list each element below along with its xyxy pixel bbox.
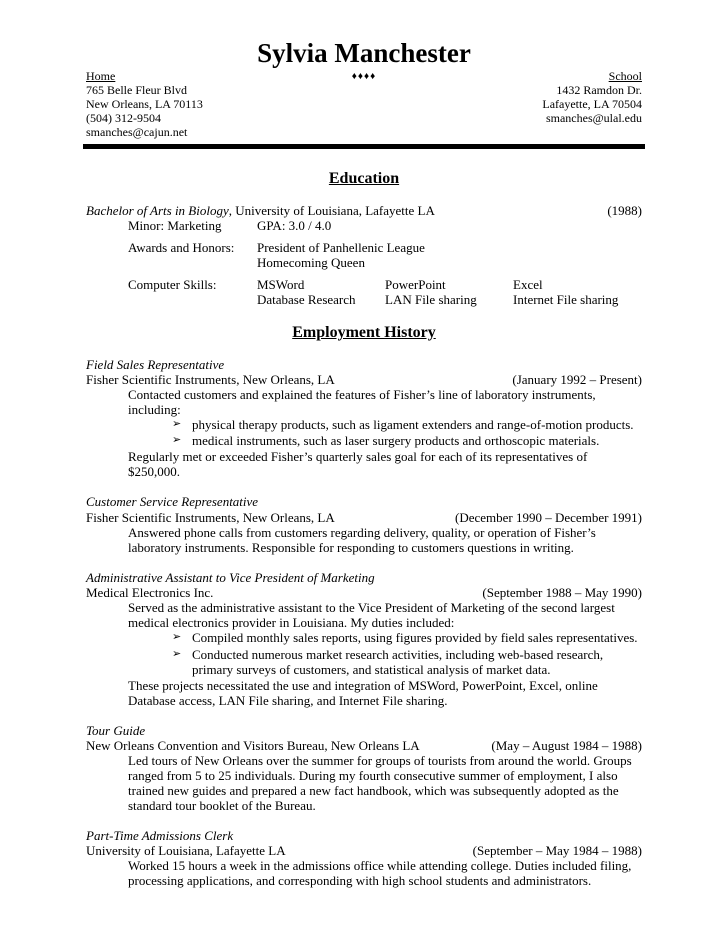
job-bullet-text: Conducted numerous market research activities, including web-based research, primary surveys of customers, and statistical analysis of market data. bbox=[192, 647, 604, 677]
award-item: Homecoming Queen bbox=[257, 255, 365, 270]
skill-item: LAN File sharing bbox=[385, 292, 477, 307]
job-bullet bbox=[172, 630, 642, 645]
job-bullet bbox=[172, 417, 642, 432]
home-street: 765 Belle Fleur Blvd bbox=[86, 83, 187, 97]
degree-line bbox=[86, 203, 435, 218]
job-role: Part-Time Admissions Clerk bbox=[86, 828, 234, 843]
school-city: Lafayette, LA 70504 bbox=[542, 97, 642, 111]
home-city: New Orleans, LA 70113 bbox=[86, 97, 203, 111]
job-dates: (January 1992 – Present) bbox=[512, 372, 642, 387]
job-bullet-text: physical therapy products, such as ligament extenders and range-of-motion products. bbox=[192, 417, 634, 432]
home-phone: (504) 312-9504 bbox=[86, 111, 161, 125]
job-dates: (May – August 1984 – 1988) bbox=[491, 738, 642, 753]
job-description: Answered phone calls from customers regarding delivery, quality, or operation of Fisher’s laboratory instruments. Responsible for responding to customers questions in writing. bbox=[128, 525, 596, 555]
job-role: Field Sales Representative bbox=[86, 357, 225, 372]
job-role: Administrative Assistant to Vice President of Marketing bbox=[86, 570, 375, 585]
school-contact bbox=[542, 69, 642, 125]
skill-item: Excel bbox=[513, 277, 543, 292]
applicant-name: Sylvia Manchester bbox=[257, 38, 471, 68]
job-employer: University of Louisiana, Lafayette LA bbox=[86, 843, 286, 858]
arrow-bullet-icon: ➢ bbox=[172, 631, 182, 643]
job-description: Worked 15 hours a week in the admissions office while attending college. Duties included filing, processing applications, and corresponding with high school students and administrators. bbox=[128, 858, 632, 888]
home-heading: Home bbox=[86, 69, 116, 83]
skill-item: MSWord bbox=[257, 277, 305, 292]
job-bullet-text: medical instruments, such as laser surgery products and orthoscopic materials. bbox=[192, 433, 600, 448]
job-role: Customer Service Representative bbox=[86, 494, 259, 509]
job-employer: Fisher Scientific Instruments, New Orleans, LA bbox=[86, 372, 335, 387]
job-description: Served as the administrative assistant to the Vice President of Marketing of the second largest medical electronics provider in Louisiana. My duties included: bbox=[128, 600, 615, 630]
job-description: These projects necessitated the use and integration of MSWord, PowerPoint, Excel, online Database access, LAN File sharing, and Internet File sharing. bbox=[128, 678, 598, 708]
arrow-bullet-icon: ➢ bbox=[172, 648, 182, 660]
job-description: Led tours of New Orleans over the summer for groups of tourists from around the world. Groups ranged from 5 to 25 individuals. During my fourth consecutive summer of employment, I also trained new guides and prepared a new fact handbook, which was subsequently adopted as the standard tour booklet of the Bureau. bbox=[128, 753, 632, 813]
header-divider bbox=[83, 144, 645, 149]
job-bullet-text: Compiled monthly sales reports, using figures provided by field sales representatives. bbox=[192, 630, 638, 645]
arrow-bullet-icon: ➢ bbox=[172, 434, 182, 446]
gpa: GPA: 3.0 / 4.0 bbox=[257, 218, 332, 233]
job-role: Tour Guide bbox=[86, 723, 146, 738]
skill-item: Internet File sharing bbox=[513, 292, 619, 307]
education-title: Education bbox=[328, 170, 400, 187]
job-employer: New Orleans Convention and Visitors Bureau, New Orleans LA bbox=[86, 738, 420, 753]
degree-institution: , University of Louisiana, Lafayette LA bbox=[228, 203, 435, 218]
job-description: Contacted customers and explained the features of Fisher’s line of laboratory instruments, including: bbox=[128, 387, 596, 417]
job-employer: Medical Electronics Inc. bbox=[86, 585, 214, 600]
school-email: smanches@ulal.edu bbox=[545, 111, 642, 125]
skills-label: Computer Skills: bbox=[128, 277, 217, 292]
arrow-bullet-icon: ➢ bbox=[172, 418, 182, 430]
award-item: President of Panhellenic League bbox=[257, 240, 425, 255]
home-email: smanches@cajun.net bbox=[86, 125, 188, 139]
skill-item: PowerPoint bbox=[385, 277, 446, 292]
school-heading: School bbox=[608, 69, 642, 83]
job-description: Regularly met or exceeded Fisher’s quarterly sales goal for each of its representatives of $250,000. bbox=[128, 449, 588, 479]
degree-year: (1988) bbox=[607, 203, 642, 218]
awards-label: Awards and Honors: bbox=[128, 240, 235, 255]
job-dates: (September – May 1984 – 1988) bbox=[472, 843, 642, 858]
job-dates: (December 1990 – December 1991) bbox=[455, 510, 642, 525]
job-dates: (September 1988 – May 1990) bbox=[482, 585, 642, 600]
employment-title: Employment History bbox=[292, 324, 436, 341]
diamond-separator-icon: ♦♦♦♦ bbox=[351, 71, 377, 82]
job-bullet bbox=[172, 433, 642, 448]
degree-name: Bachelor of Arts in Biology bbox=[86, 203, 229, 218]
school-street: 1432 Ramdon Dr. bbox=[556, 83, 642, 97]
job-bullet bbox=[172, 647, 622, 677]
minor-label: Minor: Marketing bbox=[128, 218, 222, 233]
skill-item: Database Research bbox=[257, 292, 356, 307]
job-employer: Fisher Scientific Instruments, New Orleans, LA bbox=[86, 510, 335, 525]
